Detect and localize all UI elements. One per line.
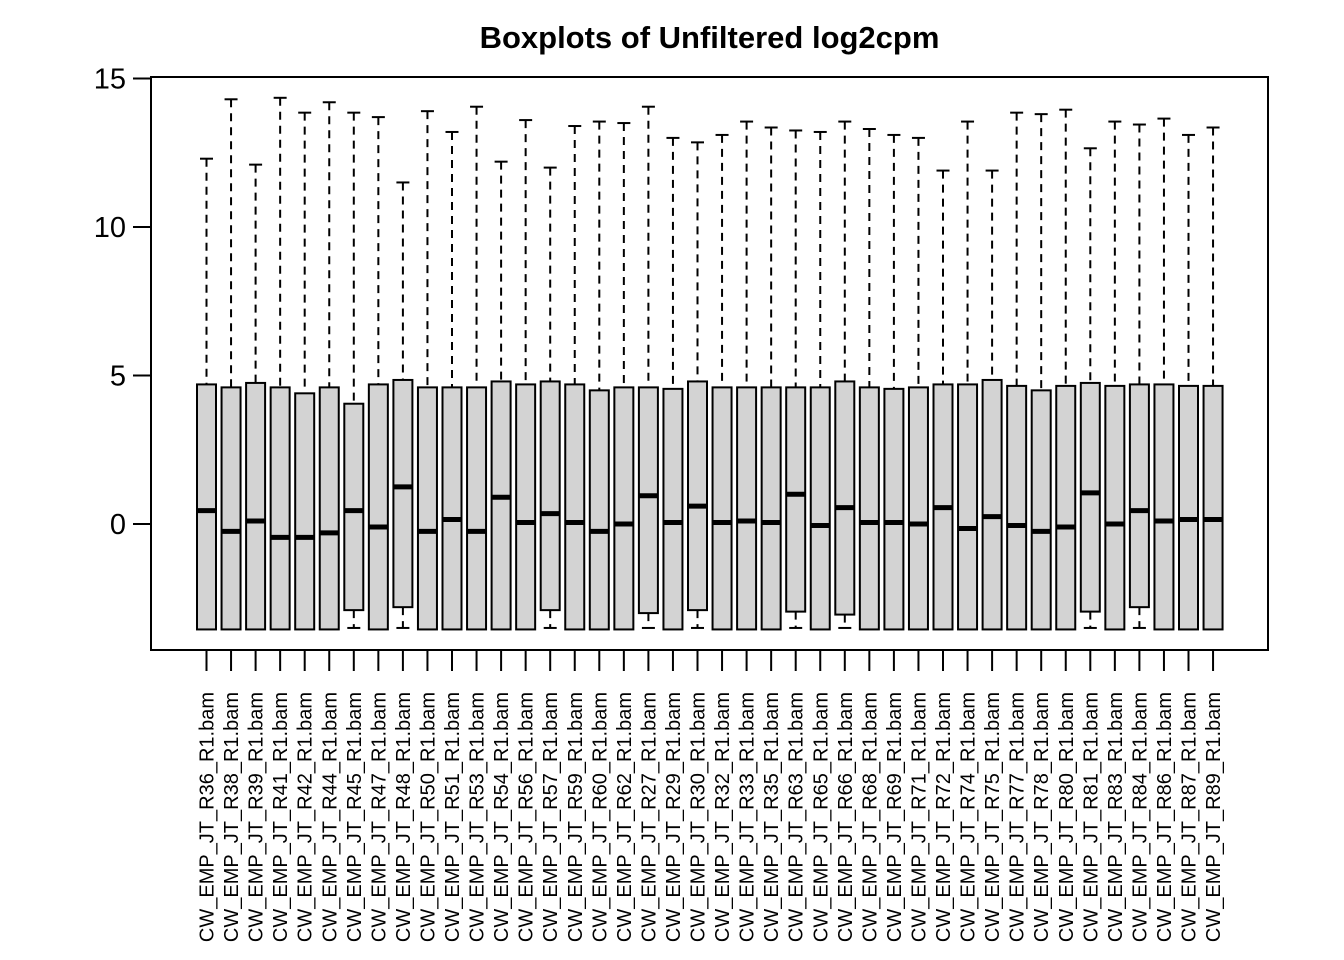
x-tick-label: CW_EMP_JT_R45_R1.bam [343,692,366,943]
x-tick-label: CW_EMP_JT_R78_R1.bam [1031,692,1054,943]
boxplot-CW_EMP_JT_R54_R1.bam [491,162,513,942]
x-tick-label: CW_EMP_JT_R59_R1.bam [564,692,587,943]
x-tick-label: CW_EMP_JT_R86_R1.bam [1153,692,1176,943]
iqr-box [1204,386,1223,630]
boxplot-CW_EMP_JT_R75_R1.bam [982,171,1004,943]
boxplot-CW_EMP_JT_R57_R1.bam [540,168,562,942]
iqr-box [663,389,682,630]
boxplot-CW_EMP_JT_R66_R1.bam [835,122,857,943]
iqr-box [467,387,486,629]
boxplot-CW_EMP_JT_R89_R1.bam [1203,128,1225,943]
y-tick-label: 5 [109,360,126,393]
iqr-box [271,387,290,629]
iqr-box [786,387,805,611]
boxplot-CW_EMP_JT_R50_R1.bam [417,111,439,942]
iqr-box [1007,386,1026,630]
iqr-box [713,387,732,629]
boxplot-CW_EMP_JT_R65_R1.bam [810,132,832,942]
boxplot-CW_EMP_JT_R59_R1.bam [565,126,587,942]
iqr-box [811,387,830,629]
boxplot-CW_EMP_JT_R42_R1.bam [295,113,317,942]
boxplot-CW_EMP_JT_R32_R1.bam [712,135,734,942]
iqr-box [1081,383,1100,612]
boxplot-CW_EMP_JT_R47_R1.bam [368,117,390,942]
boxplot-CW_EMP_JT_R51_R1.bam [442,132,464,942]
x-tick-label: CW_EMP_JT_R81_R1.bam [1080,692,1103,943]
boxplot-CW_EMP_JT_R86_R1.bam [1154,119,1176,942]
x-tick-label: CW_EMP_JT_R32_R1.bam [712,692,735,943]
x-tick-label: CW_EMP_JT_R66_R1.bam [834,692,857,943]
x-tick-label: CW_EMP_JT_R29_R1.bam [662,692,685,943]
x-tick-label: CW_EMP_JT_R33_R1.bam [736,692,759,943]
boxplot-CW_EMP_JT_R68_R1.bam [859,129,881,942]
iqr-box [295,393,314,629]
iqr-box [197,384,216,629]
iqr-box [614,387,633,629]
boxplot-CW_EMP_JT_R63_R1.bam [786,130,808,942]
x-tick-label: CW_EMP_JT_R56_R1.bam [515,692,538,943]
iqr-box [222,387,241,629]
iqr-box [762,387,781,629]
x-tick-label: CW_EMP_JT_R47_R1.bam [368,692,391,943]
iqr-box [320,387,339,629]
x-tick-label: CW_EMP_JT_R53_R1.bam [466,692,489,943]
x-tick-label: CW_EMP_JT_R42_R1.bam [294,692,317,943]
iqr-box [909,387,928,629]
iqr-box [639,387,658,613]
boxplot-CW_EMP_JT_R81_R1.bam [1080,148,1102,942]
iqr-box [1179,386,1198,630]
x-tick-label: CW_EMP_JT_R30_R1.bam [687,692,710,943]
iqr-box [344,404,363,610]
iqr-box [393,380,412,607]
boxplot-CW_EMP_JT_R71_R1.bam [908,138,930,942]
x-tick-label: CW_EMP_JT_R72_R1.bam [933,692,955,943]
boxplot-CW_EMP_JT_R38_R1.bam [221,99,243,942]
boxplot-CW_EMP_JT_R74_R1.bam [958,122,980,943]
x-tick-label: CW_EMP_JT_R68_R1.bam [859,692,882,943]
iqr-box [516,384,535,629]
x-tick-label: CW_EMP_JT_R69_R1.bam [883,692,906,943]
iqr-box [737,387,756,629]
x-tick-label: CW_EMP_JT_R75_R1.bam [982,692,1005,943]
iqr-box [1032,390,1051,629]
iqr-box [443,387,462,629]
boxplot-CW_EMP_JT_R87_R1.bam [1179,135,1201,942]
x-tick-label: CW_EMP_JT_R80_R1.bam [1055,692,1078,943]
iqr-box [983,380,1002,629]
x-tick-label: CW_EMP_JT_R84_R1.bam [1129,692,1152,943]
x-tick-label: CW_EMP_JT_R87_R1.bam [1178,692,1201,943]
boxplot-CW_EMP_JT_R78_R1.bam [1031,114,1053,942]
iqr-box [541,381,560,610]
iqr-box [884,389,903,630]
boxplot-CW_EMP_JT_R39_R1.bam [246,165,268,942]
x-tick-label: CW_EMP_JT_R51_R1.bam [442,692,464,943]
boxplot-CW_EMP_JT_R27_R1.bam [638,107,660,942]
boxplot-CW_EMP_JT_R41_R1.bam [270,98,292,942]
x-tick-label: CW_EMP_JT_R35_R1.bam [761,692,784,943]
y-tick-label: 10 [93,212,126,244]
boxplot-CW_EMP_JT_R60_R1.bam [589,122,611,943]
x-tick-label: CW_EMP_JT_R27_R1.bam [638,692,661,943]
x-tick-label: CW_EMP_JT_R83_R1.bam [1104,692,1127,943]
iqr-box [688,381,707,610]
iqr-box [492,381,511,629]
iqr-box [369,384,388,629]
x-tick-label: CW_EMP_JT_R62_R1.bam [613,692,636,943]
iqr-box [1056,386,1075,630]
x-tick-label: CW_EMP_JT_R65_R1.bam [810,692,833,943]
x-tick-label: CW_EMP_JT_R50_R1.bam [417,692,440,943]
x-tick-label: CW_EMP_JT_R60_R1.bam [589,692,612,943]
iqr-box [958,384,977,629]
x-tick-label: CW_EMP_JT_R36_R1.bam [196,692,219,943]
boxplot-CW_EMP_JT_R48_R1.bam [393,182,415,942]
boxplot-CW_EMP_JT_R33_R1.bam [737,122,759,943]
boxplot-CW_EMP_JT_R84_R1.bam [1129,125,1151,943]
boxplot-CW_EMP_JT_R62_R1.bam [614,123,636,942]
boxplot-CW_EMP_JT_R30_R1.bam [688,142,710,942]
x-tick-label: CW_EMP_JT_R54_R1.bam [491,692,514,943]
x-tick-label: CW_EMP_JT_R38_R1.bam [221,692,244,943]
x-tick-label: CW_EMP_JT_R44_R1.bam [319,692,342,943]
iqr-box [1105,386,1124,630]
boxplot-CW_EMP_JT_R83_R1.bam [1105,122,1127,943]
boxplot-CW_EMP_JT_R44_R1.bam [319,102,341,942]
x-tick-label: CW_EMP_JT_R89_R1.bam [1203,692,1226,943]
chart-title: Boxplots of Unfiltered log2cpm [479,20,940,55]
x-tick-label: CW_EMP_JT_R41_R1.bam [270,692,293,943]
iqr-box [860,387,879,629]
iqr-box [565,384,584,629]
iqr-box [1154,384,1173,629]
boxplot-CW_EMP_JT_R35_R1.bam [761,128,783,943]
boxplot-CW_EMP_JT_R69_R1.bam [884,135,906,942]
iqr-box [590,390,609,629]
x-tick-label: CW_EMP_JT_R71_R1.bam [908,692,931,943]
x-tick-label: CW_EMP_JT_R77_R1.bam [1006,692,1029,943]
x-tick-label: CW_EMP_JT_R48_R1.bam [392,692,415,943]
boxplot-CW_EMP_JT_R45_R1.bam [344,113,366,942]
boxplot-CW_EMP_JT_R56_R1.bam [516,120,538,942]
x-tick-label: CW_EMP_JT_R39_R1.bam [245,692,268,943]
boxplot-CW_EMP_JT_R53_R1.bam [467,107,489,942]
y-tick-label: 0 [109,509,126,541]
x-tick-label: CW_EMP_JT_R57_R1.bam [540,692,563,943]
x-tick-label: CW_EMP_JT_R74_R1.bam [957,692,980,943]
iqr-box [1130,384,1149,607]
boxplot-CW_EMP_JT_R77_R1.bam [1007,113,1029,942]
boxplot-CW_EMP_JT_R80_R1.bam [1056,110,1078,942]
iqr-box [246,383,265,630]
x-tick-label: CW_EMP_JT_R63_R1.bam [785,692,808,943]
boxplot-CW_EMP_JT_R29_R1.bam [663,138,685,942]
iqr-box [835,381,854,614]
y-axis [94,64,151,542]
boxplot-CW_EMP_JT_R36_R1.bam [197,159,219,942]
iqr-box [418,387,437,629]
y-tick-label: 15 [93,63,126,96]
boxplot-CW_EMP_JT_R72_R1.bam [933,171,955,943]
